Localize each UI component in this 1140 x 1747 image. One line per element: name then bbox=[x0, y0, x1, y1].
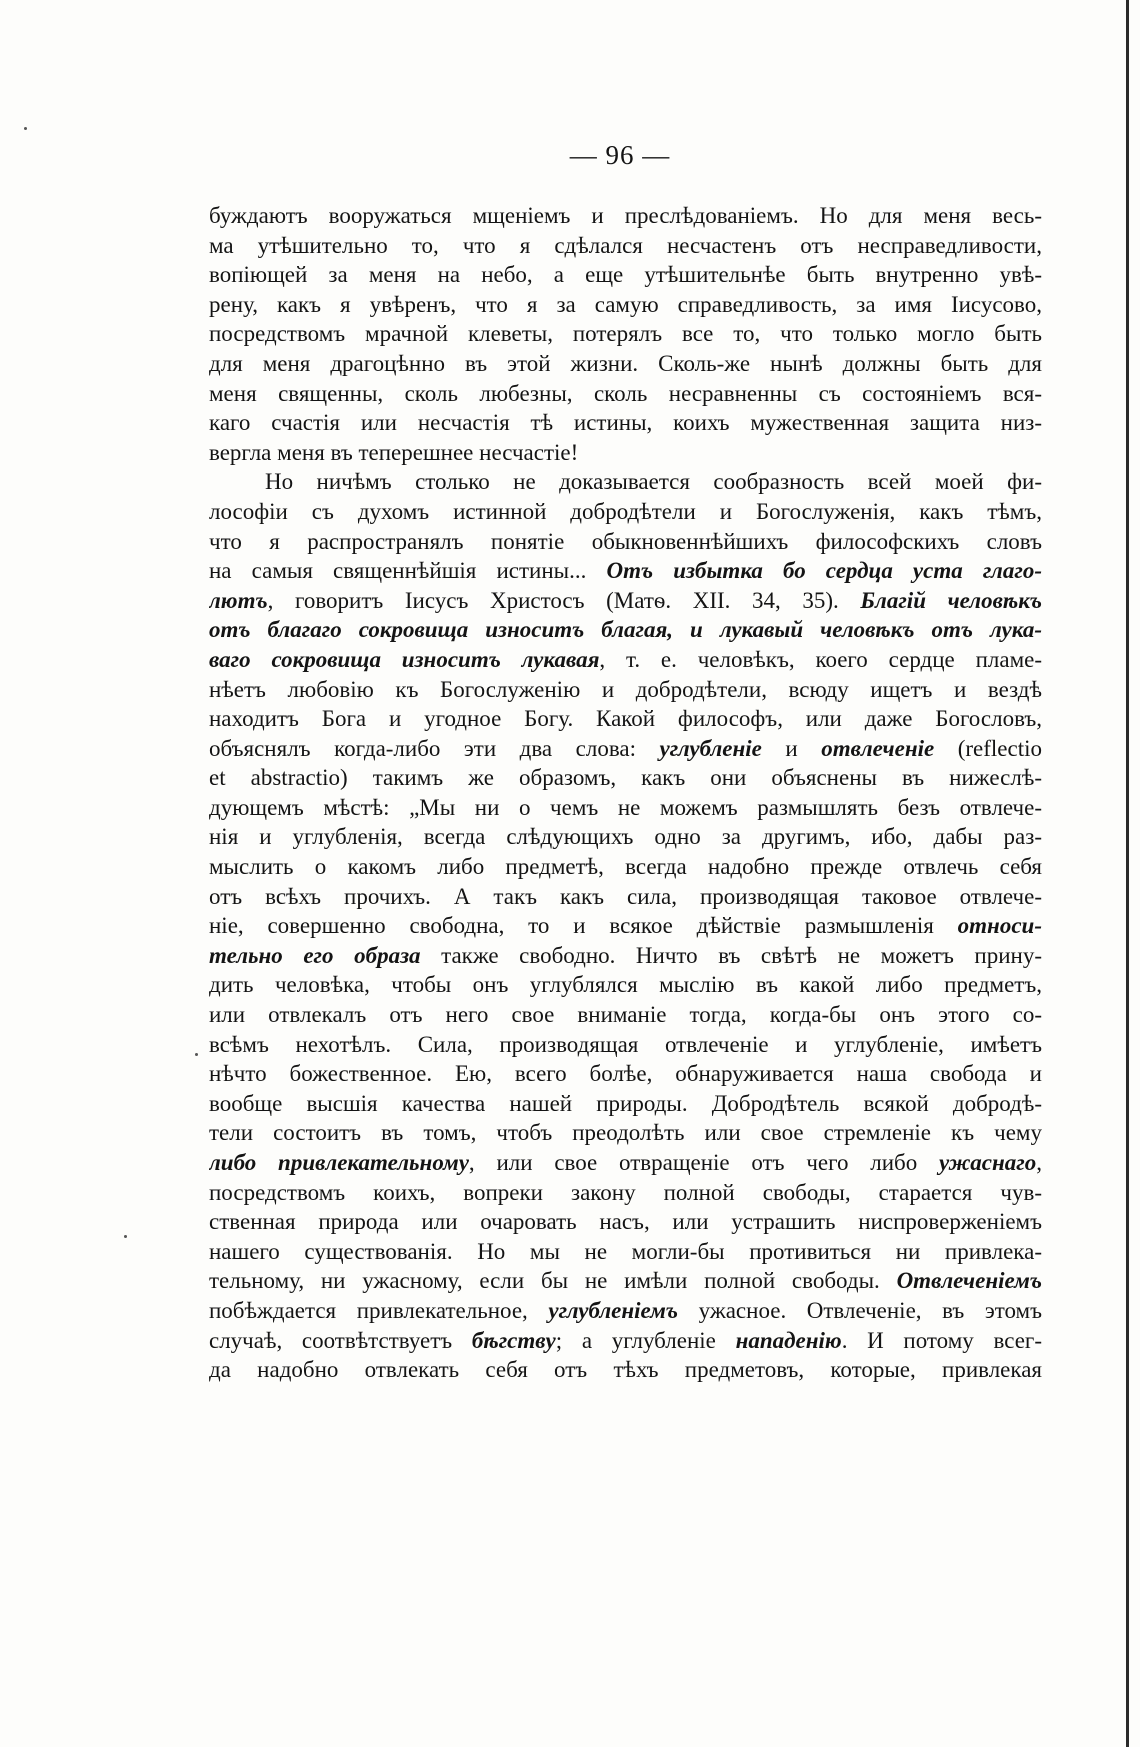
text-line bbox=[209, 1089, 1042, 1119]
text-segment: буждаютъ вооружаться мщеніемъ и преслѣдованіемъ. Но для меня весь- bbox=[209, 203, 1042, 228]
text-segment: ужасное. Отвлеченіе, въ этомъ bbox=[678, 1297, 1042, 1323]
text-segment: что я распространялъ понятіе обыкновеннѣйшихъ философскихъ словъ bbox=[209, 528, 1042, 554]
text-segment: (reflectio bbox=[934, 735, 1042, 761]
text-segment: объяснялъ когда-либо эти два слова: bbox=[209, 735, 660, 761]
text-line bbox=[209, 645, 1042, 675]
text-line bbox=[209, 822, 1042, 852]
text-segment: нашего существованія. Но мы не могли-бы противиться ни привлека- bbox=[209, 1238, 1042, 1264]
italic-text: нападенію bbox=[735, 1327, 842, 1353]
italic-text: углубленіе bbox=[659, 735, 762, 761]
text-line bbox=[209, 467, 1042, 497]
text-line bbox=[209, 675, 1042, 705]
italic-text: ваго сокровища износитъ лукавая bbox=[209, 646, 600, 672]
text-line bbox=[209, 763, 1042, 793]
text-line bbox=[209, 408, 1042, 438]
text-line bbox=[209, 1326, 1042, 1356]
italic-text: тельно его образа bbox=[209, 942, 421, 968]
text-line bbox=[209, 852, 1042, 882]
text-line bbox=[209, 349, 1042, 379]
text-line bbox=[209, 882, 1042, 912]
italic-text: относи- bbox=[957, 913, 1042, 939]
text-segment: , или свое отвращеніе отъ чего либо bbox=[468, 1150, 940, 1175]
text-line bbox=[209, 1266, 1042, 1296]
text-line bbox=[209, 260, 1042, 290]
text-line bbox=[209, 941, 1042, 971]
text-line bbox=[209, 1178, 1042, 1208]
text-segment: для меня драгоцѣнно въ этой жизни. Сколь-же нынѣ должны быть для bbox=[209, 350, 1042, 376]
text-line bbox=[209, 734, 1042, 764]
text-segment: дить человѣка, чтобы онъ углублялся мыслію въ какой либо предметъ, bbox=[209, 972, 1042, 998]
page-number: — 96 — bbox=[569, 140, 671, 170]
italic-text: углубленіемъ bbox=[548, 1297, 679, 1323]
text-line bbox=[209, 319, 1042, 349]
text-segment: каго счастія или несчастія тѣ истины, коихъ мужественная защита низ- bbox=[209, 410, 1042, 436]
text-segment: всѣмъ нехотѣлъ. Сила, производящая отвлеченіе и углубленіе, имѣетъ bbox=[209, 1031, 1042, 1057]
text-line bbox=[209, 970, 1042, 1000]
text-line bbox=[209, 1237, 1042, 1267]
text-segment: лософіи съ духомъ истинной добродѣтели и Богослуженія, какъ тѣмъ, bbox=[209, 498, 1042, 524]
text-segment: нія и углубленія, всегда слѣдующихъ одно за другимъ, ибо, дабы раз- bbox=[209, 824, 1042, 850]
page-speck bbox=[124, 1235, 127, 1238]
text-line bbox=[209, 586, 1042, 616]
text-segment: , т. е. человѣкъ, коего сердце пламе- bbox=[599, 646, 1042, 672]
text-segment: дующемъ мѣстѣ: „Мы ни о чемъ не можемъ размышлять безъ отвлече- bbox=[209, 794, 1042, 820]
text-segment: ; а углубленіе bbox=[555, 1327, 736, 1353]
text-segment: . И потому всег- bbox=[841, 1327, 1042, 1353]
text-segment: и bbox=[761, 735, 822, 761]
body-text bbox=[209, 201, 1042, 1385]
text-segment: нѣетъ любовію къ Богослуженію и добродѣтели, всюду ищетъ и вездѣ bbox=[209, 676, 1042, 702]
text-segment: ственная природа или очаровать насъ, или устрашить ниспроверженіемъ bbox=[209, 1209, 1042, 1235]
text-segment: побѣждается привлекательное, bbox=[209, 1297, 549, 1323]
text-segment: ма утѣшительно то, что я сдѣлался несчастенъ отъ несправедливости, bbox=[209, 232, 1042, 258]
text-line bbox=[209, 704, 1042, 734]
text-segment: вообще высшія качества нашей природы. Добродѣтель всякой добродѣ- bbox=[209, 1090, 1042, 1116]
text-line bbox=[209, 290, 1042, 320]
italic-text: отъ благаго сокровища износитъ благая, и лукавый человѣкъ отъ лука- bbox=[209, 617, 1042, 643]
italic-text: Отъ избытка бо сердца уста глаго- bbox=[606, 558, 1042, 584]
text-segment: меня священны, сколь любезны, сколь несравненны съ состояніемъ вся- bbox=[209, 380, 1042, 406]
text-segment: или отвлекалъ отъ него свое вниманіе тогда, когда-бы онъ этого со- bbox=[209, 1002, 1042, 1028]
text-segment: тельному, ни ужасному, если бы не имѣли полной свободы. bbox=[209, 1268, 897, 1294]
text-line bbox=[209, 527, 1042, 557]
text-segment: мыслить о какомъ либо предметѣ, всегда надобно прежде отвлечь себя bbox=[209, 854, 1042, 880]
text-line bbox=[209, 1118, 1042, 1148]
page-edge-line bbox=[1126, 0, 1129, 1747]
text-segment: ніе, совершенно свободна, то и всякое дѣйствіе размышленія bbox=[209, 913, 958, 939]
text-segment: рену, какъ я увѣренъ, что я за самую справедливость, за имя Іисусово, bbox=[209, 291, 1042, 317]
text-line bbox=[209, 201, 1042, 231]
text-segment: et abstractio) такимъ же образомъ, какъ они объяснены въ нижеслѣ- bbox=[209, 765, 1042, 791]
text-segment: вопіющей за меня на небо, а еще утѣшительнѣе быть внутренно увѣ- bbox=[209, 262, 1042, 288]
text-line bbox=[209, 1296, 1042, 1326]
italic-text: Благій человѣкъ bbox=[860, 587, 1042, 613]
italic-text: бѣгству bbox=[471, 1327, 556, 1353]
text-segment: случаѣ, соотвѣтствуетъ bbox=[209, 1327, 472, 1353]
page-speck bbox=[24, 127, 27, 130]
text-segment: находитъ Бога и угодное Богу. Какой философъ, или даже Богословъ, bbox=[209, 706, 1042, 732]
text-line bbox=[209, 1059, 1042, 1089]
italic-text: ужаснаго bbox=[939, 1150, 1037, 1175]
text-line bbox=[209, 1207, 1042, 1237]
text-segment: посредствомъ коихъ, вопреки закону полной свободы, старается чув- bbox=[209, 1179, 1042, 1205]
text-line bbox=[209, 1355, 1042, 1385]
text-line bbox=[209, 1000, 1042, 1030]
text-line bbox=[209, 911, 1042, 941]
text-segment: , bbox=[1036, 1150, 1042, 1175]
text-line bbox=[209, 615, 1042, 645]
page-speck bbox=[195, 1053, 198, 1056]
text-segment: тели состоитъ въ томъ, чтобъ преодолѣть или свое стремленіе къ чему bbox=[209, 1120, 1042, 1146]
text-segment: да надобно отвлекать себя отъ тѣхъ предметовъ, которые, привлекая bbox=[209, 1357, 1042, 1383]
italic-text: либо привлекательному bbox=[209, 1150, 469, 1175]
italic-text: отвлеченіе bbox=[821, 735, 935, 761]
text-segment: , говоритъ Іисусъ Христосъ (Матѳ. XII. 34, 35). bbox=[267, 587, 861, 613]
italic-text: Отвлеченіемъ bbox=[896, 1268, 1042, 1294]
text-segment: вергла меня въ теперешнее несчастіе! bbox=[209, 439, 579, 465]
text-segment: отъ всѣхъ прочихъ. А такъ какъ сила, производящая таковое отвлече- bbox=[209, 883, 1042, 909]
text-segment: посредствомъ мрачной клеветы, потерялъ все то, что только могло быть bbox=[209, 321, 1042, 347]
text-segment: нѣчто божественное. Ею, всего болѣе, обнаруживается наша свобода и bbox=[209, 1061, 1042, 1087]
text-segment: также свободно. Ничто въ свѣтѣ не можетъ прину- bbox=[420, 942, 1042, 968]
text-line bbox=[209, 231, 1042, 261]
text-segment: на самыя священнѣйшія истины... bbox=[209, 558, 607, 584]
text-line bbox=[209, 497, 1042, 527]
text-line bbox=[209, 438, 1042, 468]
text-segment: Но ничѣмъ столько не доказывается сообразность всей моей фи- bbox=[265, 469, 1042, 495]
text-line bbox=[209, 1030, 1042, 1060]
text-line bbox=[209, 379, 1042, 409]
text-line bbox=[209, 793, 1042, 823]
text-line bbox=[209, 556, 1042, 586]
italic-text: лютъ bbox=[209, 587, 268, 613]
text-line bbox=[209, 1148, 1042, 1178]
